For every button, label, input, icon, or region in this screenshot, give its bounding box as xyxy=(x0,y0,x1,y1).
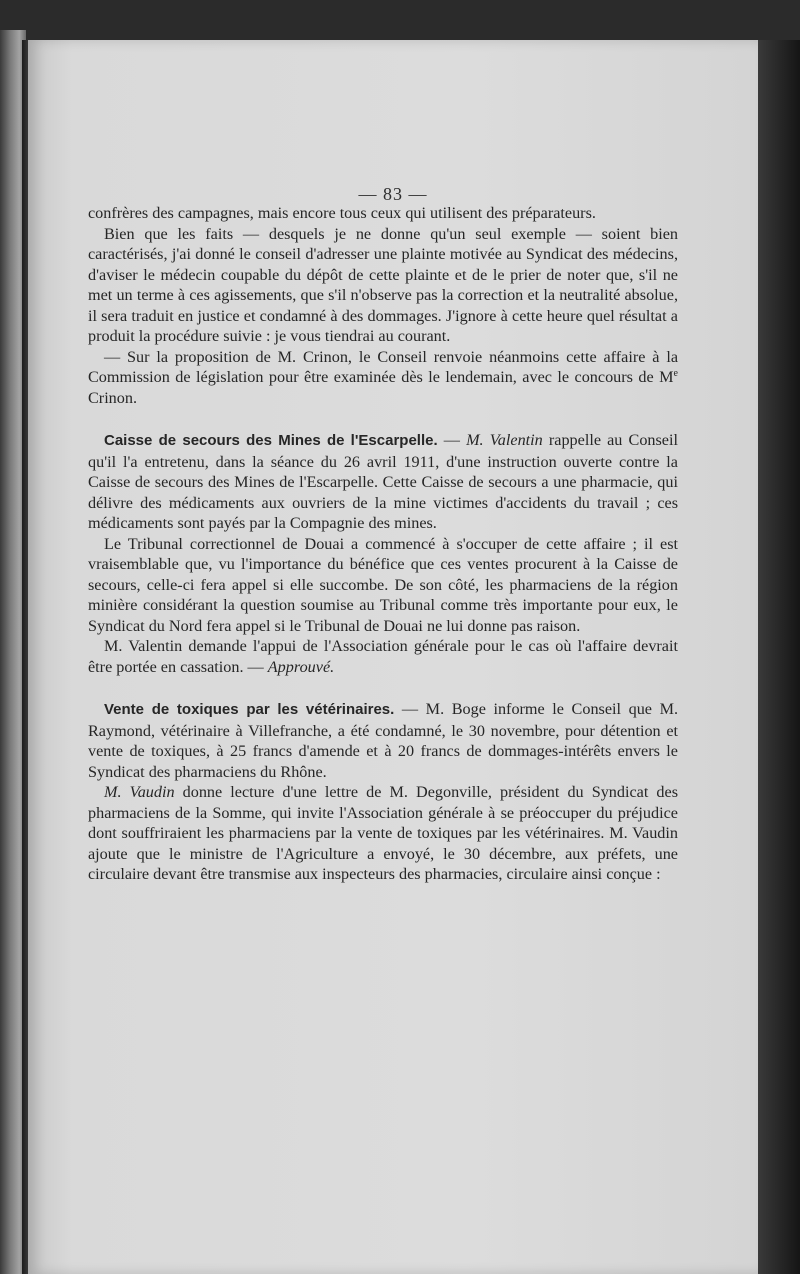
veterinaires-text: — M. Boge informe le Conseil que M. Raymond, vétérinaire à Villefranche, a été condamné, le 30 novembre, pour détention et vente de toxiques, à 25 francs d'amende et à 20 francs de dommages-intérêts envers le Syndicat des pharmaciens du Rhône. xyxy=(88,700,679,781)
background-edge xyxy=(758,40,800,1274)
paragraph-crinon-proposal xyxy=(88,347,678,409)
page-number: — 83 — xyxy=(358,184,428,204)
crinon-text: — Sur la proposition de M. Crinon, le Conseil renvoie néanmoins cette affaire à la Commission de législation pour être examinée dès le lendemain, avec le concours de M xyxy=(88,347,678,386)
valentin-request-text: M. Valentin demande l'appui de l'Association générale pour le cas où l'affaire devrait être portée en cassation. — xyxy=(88,637,678,676)
book-page xyxy=(28,40,758,1274)
paragraph-valentin-request xyxy=(88,636,678,677)
approved-label: Approuvé. xyxy=(267,657,335,676)
heading-dash: — xyxy=(437,431,467,449)
paragraph-tribunal: Le Tribunal correctionnel de Douai a commencé à s'occuper de cette affaire ; il est vraisemblable que, vu l'importance du bénéfice que ces ventes procurent à la Caisse de secours, celle-ci fera appel si elle succombe. De son côté, les pharmaciens de la région minière considérant la question soumise au Tribunal comme très importante pour eux, le Syndicat du Nord fera appel si le Tribunal de Douai ne lui donne pas raison. xyxy=(88,534,678,635)
page-body xyxy=(88,203,678,885)
vaudin-text: donne lecture d'une lettre de M. Degonville, président du Syndicat des pharmaciens de la Somme, qui invite l'Association générale à se préoccuper du préjudice dont souffriraient les pharmaciens par la vente de toxiques par les vétérinaires. M. Vaudin ajoute que le ministre de l'Agriculture a envoyé, le 30 décembre, aux préfets, une circulaire devant être transmise aux inspecteurs des pharmacies, circulaire ainsi conçue : xyxy=(88,783,679,883)
superscript-e: e xyxy=(673,368,678,379)
crinon-text-end: Crinon. xyxy=(88,388,138,407)
escarpelle-text: rappelle au Conseil qu'il l'a entretenu, dans la séance du 26 avril 1911, d'une instruction ouverte contre la Caisse de secours des Mines de l'Escarpelle. Cette Caisse de secours a une pharmacie, qui délivre des médicaments aux ouvriers de la mine victimes d'accidents du travail ; ces médicaments sont payés par la Compagnie des mines. xyxy=(88,431,678,532)
section-heading-escarpelle: Caisse de secours des Mines de l'Escarpelle. xyxy=(104,432,438,449)
section-heading-veterinaires: Vente de toxiques par les vétérinaires. xyxy=(104,701,395,718)
speaker-valentin: M. Valentin xyxy=(466,431,543,449)
speaker-vaudin: M. Vaudin xyxy=(104,783,175,801)
paragraph-continued: confrères des campagnes, mais encore tous ceux qui utilisent des préparateurs. xyxy=(88,204,596,222)
paragraph-vaudin xyxy=(88,782,678,885)
paragraph-complaint: Bien que les faits — desquels je ne donne qu'un seul exemple — soient bien caractérisés, j'ai donné le conseil d'adresser une plainte motivée au Syndicat des médecins, d'aviser le médecin coupable du dépôt de cette plainte et de le prier de noter que, s'il ne met un terme à ces agissements, que s'il n'observe pas la correction et la neutralité absolue, il sera traduit en justice et condamné à des dommages. J'ignore à cette heure quel résultat a produit la procédure suivie : je vous tiendrai au courant. xyxy=(88,224,678,345)
section-escarpelle xyxy=(88,430,678,534)
section-veterinaires xyxy=(88,699,678,782)
